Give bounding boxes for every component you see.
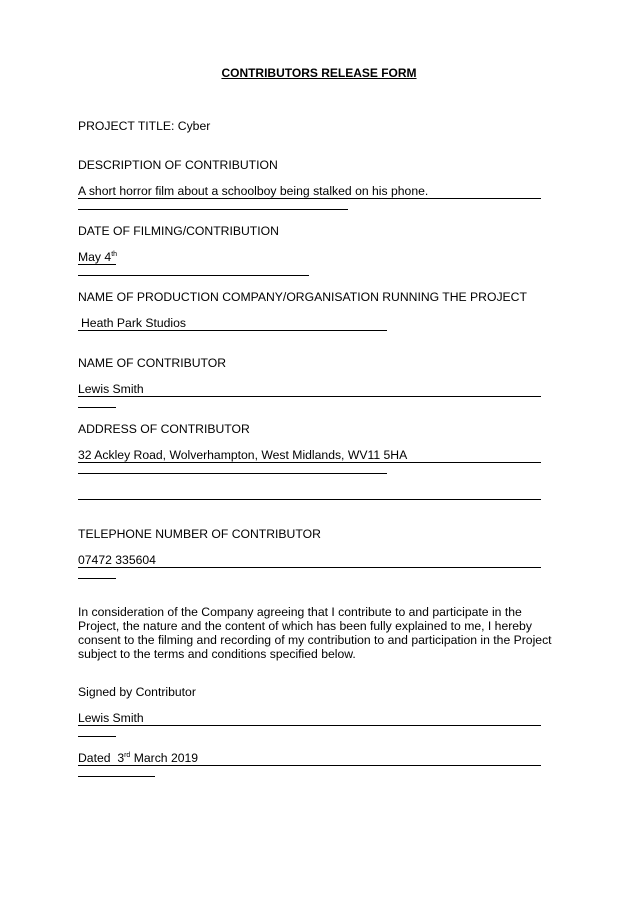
date-heading: DATE OF FILMING/CONTRIBUTION [78, 224, 279, 238]
dated-label: Dated [78, 751, 111, 765]
dated-underline [78, 765, 541, 766]
description-extra-line [78, 209, 348, 210]
description-underline [78, 198, 541, 199]
telephone-underline [78, 567, 541, 568]
dated-extra-line [78, 776, 155, 777]
consent-paragraph: In consideration of the Company agreeing that I contribute to and participate in the Project, the nature and the content of which has been fully explained to me, I hereby consent to the filming and recording of my contribution to and participation in the Project subject to the terms and conditions specified below. [78, 605, 552, 661]
form-title: CONTRIBUTORS RELEASE FORM [221, 66, 417, 80]
signed-underline [78, 725, 541, 726]
company-underline [78, 330, 387, 331]
address-value: 32 Ackley Road, Wolverhampton, West Midlands, WV11 5HA [78, 448, 408, 462]
date-extra-line [78, 275, 309, 276]
contributor-value: Lewis Smith [78, 382, 144, 396]
address-heading: ADDRESS OF CONTRIBUTOR [78, 422, 250, 436]
address-blank-line [78, 499, 541, 500]
signed-value: Lewis Smith [78, 711, 144, 725]
description-heading: DESCRIPTION OF CONTRIBUTION [78, 158, 278, 172]
company-value: Heath Park Studios [81, 316, 187, 330]
dated-line: Dated 3rd March 2019 [78, 751, 199, 765]
telephone-extra-line [78, 578, 116, 579]
contributor-underline [78, 396, 541, 397]
signed-extra-line [78, 736, 116, 737]
project-title: PROJECT TITLE: Cyber [78, 119, 211, 133]
telephone-heading: TELEPHONE NUMBER OF CONTRIBUTOR [78, 527, 321, 541]
dated-day: 3 [117, 751, 125, 765]
company-heading: NAME OF PRODUCTION COMPANY/ORGANISATION RUNNING THE PROJECT [78, 290, 527, 304]
date-value: May 4th [78, 250, 118, 264]
contributor-heading: NAME OF CONTRIBUTOR [78, 356, 227, 370]
dated-rest: March 2019 [130, 751, 199, 765]
description-value: A short horror film about a schoolboy being stalked on his phone. [78, 184, 429, 198]
signed-label: Signed by Contributor [78, 685, 196, 699]
telephone-value: 07472 335604 [78, 553, 156, 567]
address-underline [78, 462, 541, 463]
contributor-extra-line [78, 407, 116, 408]
date-underline [78, 264, 116, 265]
address-extra-line [78, 473, 387, 474]
